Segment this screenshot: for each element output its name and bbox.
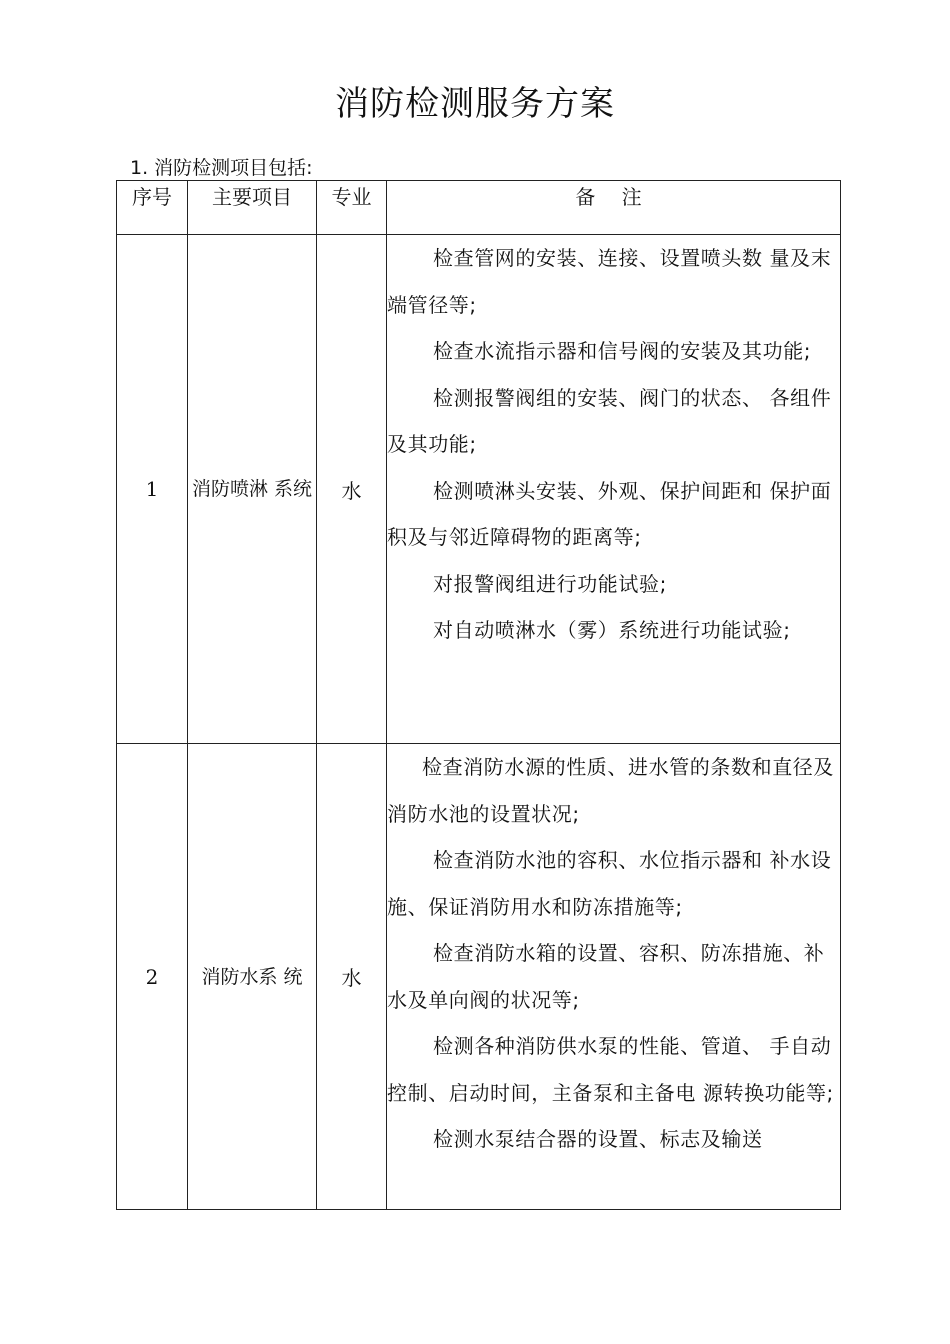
note-paragraph: 对自动喷淋水（雾）系统进行功能试验; — [433, 618, 791, 642]
row-item: 消防喷淋 系统 — [188, 235, 317, 744]
section-heading: 1. 消防检测项目包括: — [130, 157, 313, 179]
note-paragraph: 检查管网的安装、连接、设置喷头数 量及末端管径等; — [387, 246, 832, 317]
note-paragraph: 检测各种消防供水泵的性能、管道、 手自动控制、启动时间，主备泵和主备电 源转换功能等; — [387, 1034, 834, 1105]
row-number: 1 — [117, 235, 188, 744]
row-notes — [387, 235, 841, 744]
table-header-row — [117, 181, 841, 235]
table-row — [117, 744, 841, 1210]
header-no: 序号 — [117, 181, 188, 235]
row-major: 水 — [317, 235, 387, 744]
row-major: 水 — [317, 744, 387, 1210]
note-paragraph: 检查消防水池的容积、水位指示器和 补水设施、保证消防用水和防冻措施等; — [387, 848, 832, 919]
note-paragraph: 检测喷淋头安装、外观、保护间距和 保护面积及与邻近障碍物的距离等; — [387, 478, 832, 549]
inspection-items-table — [116, 180, 841, 1210]
note-paragraph: 对报警阀组进行功能试验; — [433, 571, 667, 596]
note-paragraph: 检测水泵结合器的设置、标志及输送 — [433, 1127, 763, 1151]
note-paragraph: 检查消防水箱的设置、容积、防冻措施、补水及单向阀的状况等; — [387, 941, 825, 1012]
header-note: 备 注 — [387, 181, 841, 235]
note-paragraph: 检查水流指示器和信号阀的安装及其功能; — [433, 339, 812, 363]
header-major: 专业 — [317, 181, 387, 235]
note-paragraph: 检测报警阀组的安装、阀门的状态、 各组件及其功能; — [387, 385, 832, 456]
row-notes — [387, 744, 841, 1210]
note-paragraph: 检查消防水源的性质、进水管的条数和直径及消防水池的设置状况; — [387, 755, 834, 826]
row-item: 消防水系 统 — [188, 744, 317, 1210]
document-title: 消防检测服务方案 — [335, 84, 615, 124]
row-number: 2 — [117, 744, 188, 1210]
header-item: 主要项目 — [188, 181, 317, 235]
table-row — [117, 235, 841, 744]
